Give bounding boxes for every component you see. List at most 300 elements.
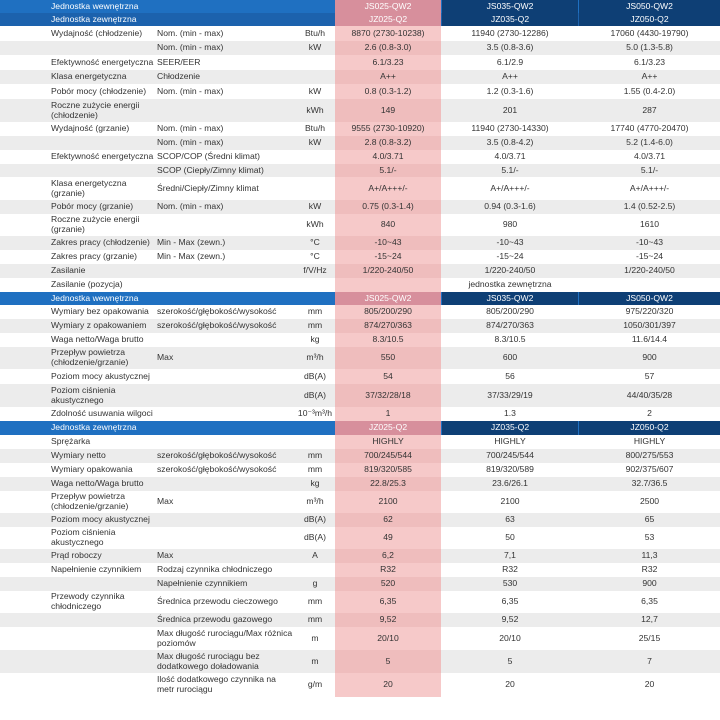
row-label: [51, 577, 155, 591]
row-label: Waga netto/Waga brutto: [51, 334, 144, 345]
model-2-value: 6,35: [501, 596, 519, 607]
spec-row: [0, 41, 720, 55]
spec-row: [0, 333, 720, 347]
model-2-value: 9,52: [501, 614, 519, 625]
row-label: [51, 650, 155, 673]
spec-row: [0, 150, 720, 164]
model-2-value: -15~24: [496, 251, 524, 262]
row-condition: [157, 13, 294, 26]
spec-row: [0, 214, 720, 236]
row-unit: kg: [310, 478, 320, 489]
row-unit: mm: [307, 464, 323, 475]
row-unit: kWh: [306, 219, 324, 230]
model-3-value: A+/A+++/-: [629, 182, 670, 193]
model-1-value: 700/245/544: [335, 449, 441, 463]
model-1-value: 819/320/585: [335, 463, 441, 477]
row-condition: Max: [157, 352, 174, 363]
model-1-value: JS025-QW2: [335, 0, 441, 13]
model-1-value: 6,2: [335, 549, 441, 563]
row-unit: °C: [310, 251, 320, 262]
row-label: [51, 136, 155, 150]
model-2-value: 5.1/-: [501, 164, 519, 175]
row-unit: [296, 164, 334, 177]
row-label: [51, 613, 155, 627]
model-1-value: R32: [335, 563, 441, 577]
row-label: [51, 627, 155, 650]
row-unit: kW: [308, 137, 322, 148]
model-3-value: 17740 (4770-20470): [610, 123, 689, 134]
row-unit: Btu/h: [304, 27, 326, 38]
row-label: Poziom ciśnienia akustycznego: [51, 527, 116, 547]
row-condition: Średnica przewodu cieczowego: [157, 596, 278, 607]
row-label: Napełnienie czynnikiem: [51, 564, 142, 575]
row-condition: [157, 278, 294, 292]
row-label: Zasilanie: [51, 265, 86, 276]
model-1-value: 62: [335, 513, 441, 527]
model-3-value: 1.4 (0.52-2.5): [623, 201, 676, 212]
model-2-value: JZ035-Q2: [442, 421, 578, 435]
model-1-value: JZ025-Q2: [335, 421, 441, 435]
row-unit: kW: [308, 85, 322, 96]
section-header-row: [0, 421, 720, 435]
model-2-value: 20/10: [499, 632, 521, 643]
model-3-value: 17060 (4430-19790): [610, 27, 689, 38]
row-unit: mm: [307, 320, 323, 331]
row-condition: SCOP (Ciepły/Zimny klimat): [157, 164, 264, 175]
section-header-row: [0, 0, 720, 13]
row-unit: °C: [310, 237, 320, 248]
spec-row: [0, 407, 720, 421]
row-label: [51, 673, 155, 697]
model-1-value: 9,52: [335, 613, 441, 627]
model-2-value: 805/200/290: [486, 306, 534, 317]
spec-row: [0, 384, 720, 407]
row-label: Pobór mocy (grzanie): [51, 201, 134, 212]
row-label: Poziom ciśnienia akustycznego: [51, 384, 116, 405]
row-unit: dB(A): [304, 514, 326, 525]
model-3-value: 900: [642, 352, 657, 363]
row-unit: f/V/Hz: [303, 265, 327, 276]
model-3-value: -10~43: [636, 237, 663, 248]
model-1-value: 2100: [335, 491, 441, 513]
spec-row: [0, 449, 720, 463]
row-label: Jednostka zewnętrzna: [51, 13, 137, 24]
model-2-value: 63: [505, 514, 515, 525]
row-unit: dB(A): [304, 389, 326, 400]
model-2-value: R32: [502, 564, 518, 575]
model-2-value: 874/270/363: [486, 320, 534, 331]
model-3-value: 11,3: [641, 550, 658, 561]
row-label: Poziom mocy akustycznej: [51, 370, 150, 381]
row-condition: Napełnienie czynnikiem: [157, 578, 248, 589]
row-label: [51, 41, 155, 55]
spec-row: [0, 264, 720, 278]
model-3-value: 7: [647, 655, 652, 666]
model-1-value: 149: [335, 99, 441, 122]
row-condition: [157, 264, 294, 278]
spec-row: [0, 673, 720, 697]
row-label: Jednostka zewnętrzna: [51, 422, 137, 433]
model-2-value: 1.3: [504, 408, 516, 419]
row-condition: [157, 0, 294, 13]
row-condition: Max długość rurociągu/Max różnica poziomów: [157, 627, 293, 648]
model-3-value: [579, 278, 720, 292]
model-3-value: 4.0/3.71: [633, 151, 666, 162]
row-condition: Nom. (min - max): [157, 201, 224, 212]
row-label: Waga netto/Waga brutto: [51, 478, 144, 489]
row-unit: kg: [310, 334, 320, 345]
row-label: Przewody czynnika chłodniczego: [51, 591, 125, 611]
row-unit: [296, 563, 334, 577]
model-2-value: A+/A+++/-: [490, 182, 530, 193]
row-unit: m: [311, 632, 319, 643]
row-unit: dB(A): [304, 532, 326, 543]
row-condition: [157, 421, 294, 435]
row-unit: [296, 292, 334, 305]
row-condition: Rodzaj czynnika chłodniczego: [157, 564, 273, 575]
model-1-value: 1: [335, 407, 441, 421]
model-1-value: 8870 (2730-10238): [335, 26, 441, 41]
row-condition: SEER/EER: [157, 56, 201, 67]
model-1-value: A++: [335, 70, 441, 84]
spec-row: [0, 435, 720, 449]
model-1-value: 22.8/25.3: [335, 477, 441, 491]
model-3-value: 11.6/14.4: [631, 334, 668, 345]
row-condition: [157, 214, 294, 236]
model-2-value: 50: [505, 532, 515, 543]
spec-row: [0, 26, 720, 41]
row-condition: Średnica przewodu gazowego: [157, 614, 273, 625]
spec-row: [0, 477, 720, 491]
row-unit: m³/h: [306, 352, 324, 363]
spec-row: [0, 278, 720, 292]
model-3-value: 800/275/553: [625, 450, 674, 461]
model-2-value: 201: [502, 104, 518, 115]
row-label: Zasilanie (pozycja): [51, 279, 123, 290]
row-label: Efektywność energetyczna: [51, 151, 154, 162]
model-1-value: A+/A+++/-: [335, 177, 441, 200]
row-condition: Ilość dodatkowego czynnika na metr rurociągu: [157, 674, 276, 694]
row-label: Efektywność energetyczna: [51, 56, 154, 67]
model-1-value: 550: [335, 347, 441, 369]
row-unit: A: [312, 550, 318, 561]
row-condition: Max długość rurociągu bez dodatkowego doładowania: [157, 650, 260, 671]
spec-row: [0, 527, 720, 549]
row-condition: Max: [157, 496, 174, 507]
row-unit: kW: [308, 201, 322, 212]
row-condition: [157, 435, 294, 449]
model-2-value: 7,1: [504, 550, 516, 561]
model-2-value: JS035-QW2: [442, 292, 578, 305]
spec-row: [0, 200, 720, 214]
row-unit: m³/h: [306, 496, 324, 507]
spec-row: [0, 319, 720, 333]
spec-row: [0, 650, 720, 673]
model-3-value: JS050-QW2: [579, 0, 720, 13]
row-unit: kWh: [306, 104, 324, 115]
model-3-value: 1050/301/397: [623, 320, 676, 331]
row-unit: [296, 421, 334, 435]
spec-row: [0, 463, 720, 477]
model-2-value: -10~43: [496, 237, 524, 248]
model-3-value: 65: [644, 514, 655, 525]
spec-row: [0, 70, 720, 84]
row-unit: [296, 150, 334, 164]
spec-row: [0, 491, 720, 513]
spec-row: [0, 347, 720, 369]
row-label: Jednostka wewnętrzna: [51, 0, 139, 11]
model-3-value: -15~24: [636, 251, 663, 262]
row-condition: Min - Max (zewn.): [157, 251, 226, 262]
row-label: Przepływ powietrza (chłodzenie/grzanie): [51, 347, 129, 367]
model-1-value: 49: [335, 527, 441, 549]
model-2-value: 1/220-240/50: [484, 265, 536, 276]
model-2-value: 600: [502, 352, 518, 363]
model-3-value: A++: [641, 71, 658, 82]
spec-row: [0, 369, 720, 384]
row-condition: [157, 369, 294, 384]
row-condition: Średni/Ciepły/Zimny klimat: [157, 182, 259, 193]
row-label: Roczne zużycie energii (grzanie): [51, 214, 140, 234]
model-2-value: 0.94 (0.3-1.6): [484, 201, 536, 212]
row-condition: Nom. (min - max): [157, 137, 224, 148]
model-3-value: 57: [644, 370, 655, 381]
spec-row: [0, 549, 720, 563]
model-3-value: 53: [644, 532, 655, 543]
row-label: Wydajność (grzanie): [51, 123, 130, 134]
row-unit: dB(A): [304, 370, 326, 381]
row-condition: [157, 99, 294, 122]
model-1-value: 5.1/-: [335, 164, 441, 177]
row-condition: szerokość/głębokość/wysokość: [157, 464, 277, 475]
model-1-value: 2.6 (0.8-3.0): [335, 41, 441, 55]
model-3-value: 975/220/320: [625, 306, 674, 317]
model-1-value: 874/270/363: [335, 319, 441, 333]
model-3-value: 5.0 (1.3-5.8): [626, 42, 673, 53]
model-2-value: 2100: [500, 496, 520, 507]
row-unit: [296, 0, 334, 13]
row-label: Zdolność usuwania wilgoci: [51, 408, 153, 419]
row-label: Sprężarka: [51, 436, 91, 447]
model-3-value: 1/220-240/50: [624, 265, 675, 276]
row-label: Wymiary bez opakowania: [51, 306, 149, 317]
spec-row: [0, 627, 720, 650]
model-2-value: JZ035-Q2: [442, 13, 578, 26]
row-label: Wymiary opakowania: [51, 464, 133, 475]
row-condition: Max: [157, 550, 174, 561]
model-3-value: 902/375/607: [625, 464, 674, 475]
model-3-value: 20: [644, 679, 655, 690]
spec-row: [0, 613, 720, 627]
model-1-value: [335, 278, 441, 292]
model-1-value: 20: [335, 673, 441, 697]
model-3-value: 44/40/35/28: [626, 389, 673, 400]
model-1-value: 20/10: [335, 627, 441, 650]
spec-row: [0, 84, 720, 99]
model-3-value: 2500: [639, 496, 660, 507]
row-condition: szerokość/głębokość/wysokość: [157, 306, 277, 317]
model-1-value: -15~24: [335, 250, 441, 264]
row-condition: [157, 292, 294, 305]
model-1-value: JZ025-Q2: [335, 13, 441, 26]
row-unit: m: [311, 655, 319, 666]
model-3-value: 1.55 (0.4-2.0): [623, 85, 676, 96]
spec-row: [0, 136, 720, 150]
row-condition: [157, 407, 294, 421]
model-1-value: 0.8 (0.3-1.2): [335, 84, 441, 99]
row-unit: [296, 435, 334, 449]
model-2-value: JS035-QW2: [442, 0, 578, 13]
model-1-value: 54: [335, 369, 441, 384]
spec-row: [0, 577, 720, 591]
row-condition: [157, 513, 294, 527]
row-unit: [296, 278, 334, 292]
row-condition: Chłodzenie: [157, 71, 200, 82]
model-2-value: 980: [502, 219, 518, 230]
row-condition: [157, 333, 294, 347]
row-condition: Nom. (min - max): [157, 123, 224, 134]
row-condition: [157, 527, 294, 549]
row-label: Roczne zużycie energii (chłodzenie): [51, 99, 140, 120]
row-label: Prąd roboczy: [51, 550, 102, 561]
model-3-value: 25/15: [638, 632, 661, 643]
row-unit: mm: [307, 450, 323, 461]
row-condition: [157, 477, 294, 491]
model-3-value: 287: [642, 104, 657, 115]
model-2-value: 530: [502, 578, 518, 589]
row-label: Przepływ powietrza (chłodzenie/grzanie): [51, 491, 129, 511]
model-1-value: 2.8 (0.8-3.2): [335, 136, 441, 150]
model-2-value: 20: [505, 679, 515, 690]
row-unit: kW: [308, 42, 322, 53]
model-2-value: jednostka zewnętrzna: [468, 279, 552, 290]
row-unit: [296, 55, 334, 70]
model-2-value: 11940 (2730-14330): [471, 123, 549, 134]
model-1-value: 5: [335, 650, 441, 673]
section-header-row: [0, 292, 720, 305]
model-1-value: 520: [335, 577, 441, 591]
row-label: Jednostka wewnętrzna: [51, 292, 139, 303]
row-unit: [296, 177, 334, 200]
spec-row: [0, 250, 720, 264]
model-2-value: 37/33/29/19: [487, 389, 533, 400]
row-label: Klasa energetyczna (grzanie): [51, 177, 127, 198]
model-3-value: 6,35: [641, 596, 658, 607]
row-condition: [157, 384, 294, 407]
spec-row: [0, 177, 720, 200]
row-condition: Nom. (min - max): [157, 85, 224, 96]
model-3-value: 5.2 (1.4-6.0): [626, 137, 673, 148]
model-1-value: 4.0/3.71: [335, 150, 441, 164]
row-label: Wymiary netto: [51, 450, 106, 461]
section-header-row: [0, 13, 720, 26]
row-unit: g: [312, 578, 318, 589]
model-2-value: 5: [507, 655, 513, 666]
row-label: Zakres pracy (grzanie): [51, 251, 137, 262]
model-1-value: JS025-QW2: [335, 292, 441, 305]
model-3-value: JZ050-Q2: [579, 13, 720, 26]
model-2-value: 4.0/3.71: [494, 151, 526, 162]
model-2-value: 3.5 (0.8-3.6): [486, 42, 534, 53]
spec-row: [0, 305, 720, 319]
model-2-value: 819/320/589: [486, 464, 534, 475]
row-label: Wydajność (chłodzenie): [51, 27, 143, 38]
model-2-value: 8.3/10.5: [494, 334, 526, 345]
model-2-value: 3.5 (0.8-4.2): [486, 137, 534, 148]
model-1-value: 9555 (2730-10920): [335, 122, 441, 136]
row-unit: mm: [307, 614, 323, 625]
model-3-value: 6.1/3.23: [633, 56, 666, 67]
row-condition: Nom. (min - max): [157, 27, 224, 38]
row-condition: szerokość/głębokość/wysokość: [157, 450, 277, 461]
spec-row: [0, 55, 720, 70]
model-3-value: JZ050-Q2: [579, 421, 720, 435]
model-1-value: 840: [335, 214, 441, 236]
row-label: Wymiary z opakowaniem: [51, 320, 147, 331]
row-unit: [296, 70, 334, 84]
row-unit: 10⁻³m³/h: [297, 408, 333, 419]
row-unit: mm: [307, 306, 323, 317]
model-2-value: 23.6/26.1: [492, 478, 528, 489]
spec-row: [0, 236, 720, 250]
spec-row: [0, 122, 720, 136]
model-3-value: 12,7: [641, 614, 658, 625]
row-label: [51, 164, 155, 177]
model-2-value: 56: [505, 370, 515, 381]
model-1-value: 805/200/290: [335, 305, 441, 319]
model-1-value: -10~43: [335, 236, 441, 250]
row-unit: [296, 13, 334, 26]
row-label: Pobór mocy (chłodzenie): [51, 85, 147, 96]
model-3-value: HIGHLY: [633, 436, 666, 447]
model-1-value: 8.3/10.5: [335, 333, 441, 347]
row-label: Zakres pracy (chłodzenie): [51, 237, 150, 248]
row-condition: Min - Max (zewn.): [157, 237, 226, 248]
model-1-value: 1/220-240/50: [335, 264, 441, 278]
row-label: Klasa energetyczna: [51, 71, 127, 82]
row-condition: Nom. (min - max): [157, 42, 224, 53]
model-2-value: 11940 (2730-12286): [471, 27, 549, 38]
model-1-value: 6,35: [335, 591, 441, 613]
model-1-value: 0.75 (0.3-1.4): [335, 200, 441, 214]
model-1-value: 37/32/28/18: [335, 384, 441, 407]
model-3-value: 5.1/-: [640, 164, 659, 175]
spec-row: [0, 591, 720, 613]
spec-row: [0, 99, 720, 122]
model-2-value: 1.2 (0.3-1.6): [486, 85, 534, 96]
row-label: Poziom mocy akustycznej: [51, 514, 150, 525]
model-3-value: 900: [642, 578, 657, 589]
row-condition: SCOP/COP (Średni klimat): [157, 151, 260, 162]
model-3-value: JS050-QW2: [579, 292, 720, 305]
model-3-value: R32: [641, 564, 658, 575]
model-1-value: HIGHLY: [335, 435, 441, 449]
model-3-value: 1610: [639, 219, 660, 230]
model-2-value: A++: [502, 71, 518, 82]
model-2-value: 6.1/2.9: [496, 56, 524, 67]
model-3-value: 2: [647, 408, 652, 419]
model-2-value: HIGHLY: [494, 436, 526, 447]
spec-row: [0, 164, 720, 177]
model-1-value: 6.1/3.23: [335, 55, 441, 70]
row-condition: szerokość/głębokość/wysokość: [157, 320, 277, 331]
model-2-value: 700/245/544: [486, 450, 534, 461]
model-3-value: 32.7/36.5: [631, 478, 668, 489]
row-unit: Btu/h: [304, 123, 326, 134]
spec-row: [0, 563, 720, 577]
row-unit: g/m: [307, 679, 323, 690]
row-unit: mm: [307, 596, 323, 607]
